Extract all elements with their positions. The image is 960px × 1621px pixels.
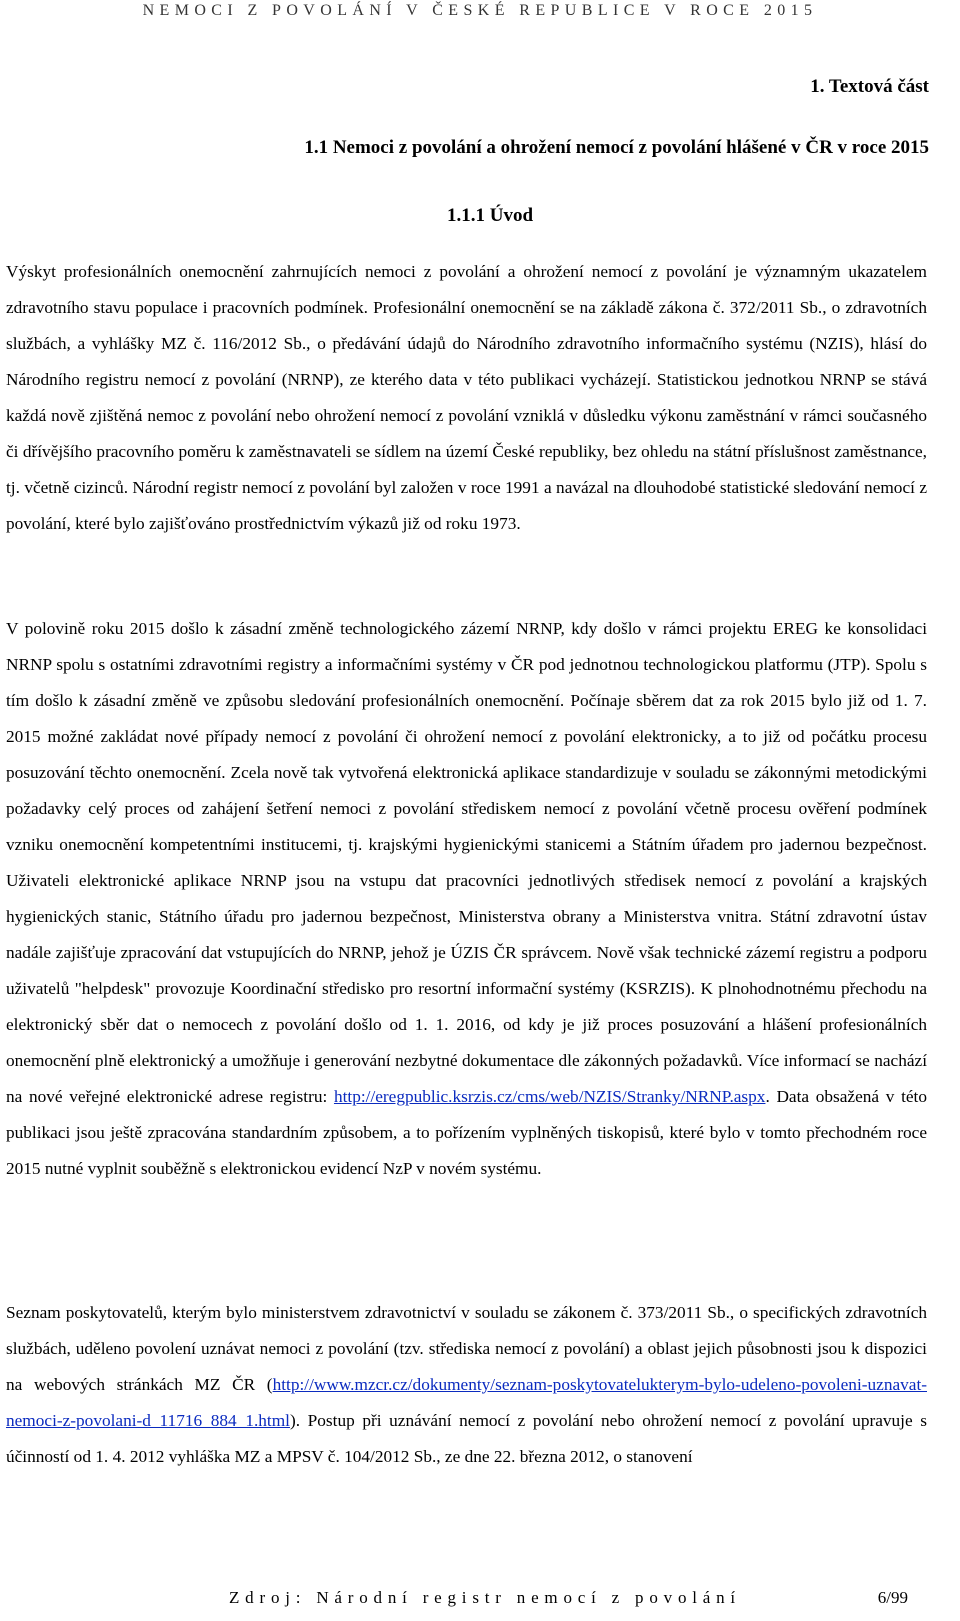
paragraph-text: . Data obsažená v této publikaci jsou ještě zpracována standardním způsobem, a to pořízením vyplněných tiskopisů, které bylo v tomto přechodném roce 2015 nutné vyplnit souběžně s elektronickou evidencí NzP v novém systému. — [6, 1087, 927, 1178]
paragraph-text: V polovině roku 2015 došlo k zásadní změně technologického zázemí NRNP, kdy došlo v rámci projektu EREG ke konsolidaci NRNP spolu s ostatními zdravotními registry a informačními systémy v ČR pod jednotnou technologickou platformu (JTP). Spolu s tím došlo k zásadní změně ve způsobu sledování profesionálních onemocnění. Počínaje sběrem dat za rok 2015 bylo již od 1. 7. 2015 možné zakládat nové případy nemocí z povolání či ohrožení nemocí z povolání elektronicky, a to již od počátku procesu posuzování těchto onemocnění. Zcela nově tak vytvořená elektronická aplikace standardizuje v souladu se zákonnými metodickými požadavky celý proces od zahájení šetření nemoci z povolání střediskem nemocí z povolání včetně procesu ověření podmínek vzniku onemocnění kompetentními institucemi, tj. krajskými hygienickými stanicemi a Státním úřadem pro jadernou bezpečnost. Uživateli elektronické aplikace NRNP jsou na vstupu dat pracovníci jednotlivých středisek nemocí z povolání a krajských hygienických stanic, Státního úřadu pro jadernou bezpečnost, Ministerstva obrany a Ministerstva vnitra. Státní zdravotní ústav nadále zajišťuje zpracování dat vstupujících do NRNP, jehož je ÚZIS ČR správcem. Nově však technické zázemí registru a podporu uživatelů "helpdesk" provozuje Koordinační středisko pro resortní informační systémy (KSRZIS). K plnohodnotnému přechodu na elektronický sběr dat o nemocech z povolání došlo od 1. 1. 2016, od kdy je již proces posuzování a hlášení profesionálních onemocnění plně elektronický a umožňuje i generování nezbytné dokumentace dle zákonných požadavků. Více informací se nachází na nové veřejné elektronické adrese registru: — [6, 619, 927, 1106]
section-heading: 1.1 Nemoci z povolání a ohrožení nemocí z povolání hlášené v ČR v roce 2015 — [304, 137, 929, 158]
paragraph-text: Seznam poskytovatelů, kterým bylo ministerstvem zdravotnictví v souladu se zákonem č. 373/2011 Sb., o specifických zdravotních službách, uděleno povolení uznávat nemoci z povolání (tzv. střediska nemocí z povolání) a oblast jejich působnosti jsou k dispozici na webových stránkách MZ ČR ( — [6, 1303, 927, 1394]
paragraph-providers — [6, 1295, 927, 1475]
paragraph-text: ). Postup při uznávání nemocí z povolání nebo ohrožení nemocí z povolání upravuje s účinností od 1. 4. 2012 vyhláška MZ a MPSV č. 104/2012 Sb., ze dne 22. března 2012, o stanovení — [6, 1411, 927, 1466]
running-header: NEMOCI Z POVOLÁNÍ V ČESKÉ REPUBLICE V ROCE 2015 — [142, 2, 818, 19]
footer-source: Zdroj: Národní registr nemocí z povolání — [229, 1588, 741, 1607]
subsection-heading: 1.1.1 Úvod — [446, 205, 534, 226]
paragraph-technology — [6, 611, 927, 1187]
chapter-heading: 1. Textová část — [810, 76, 929, 97]
mzcr-link[interactable]: http://www.mzcr.cz/dokumenty/seznam-poskytovatelukterym-bylo-udeleno-povoleni-uznavat-nemoci-z-povolani-d_11716_884_1.html — [6, 1375, 927, 1430]
page-number: 6/99 — [877, 1588, 908, 1607]
paragraph-text: Výskyt profesionálních onemocnění zahrnujících nemoci z povolání a ohrožení nemocí z povolání je významným ukazatelem zdravotního stavu populace i pracovních podmínek. Profesionální onemocnění se na základě zákona č. 372/2011 Sb., o zdravotních službách, a vyhlášky MZ č. 116/2012 Sb., o předávání údajů do Národního zdravotního informačního systému (NZIS), hlásí do Národního registru nemocí z povolání (NRNP), ze kterého data v této publikaci vycházejí. Statistickou jednotkou NRNP se stává každá nově zjištěná nemoc z povolání nebo ohrožení nemocí z povolání vzniklá v důsledku výkonu zaměstnání v rámci současného či dřívějšího pracovního poměru k zaměstnavateli se sídlem na území České republiky, bez ohledu na státní příslušnost zaměstnance, tj. včetně cizinců. Národní registr nemocí z povolání byl založen v roce 1991 a navázal na dlouhodobé statistické sledování nemocí z povolání, které bylo zajišťováno prostřednictvím výkazů již od roku 1973. — [6, 262, 927, 533]
paragraph-intro — [6, 254, 927, 542]
registry-link[interactable]: http://eregpublic.ksrzis.cz/cms/web/NZIS/Stranky/NRNP.aspx — [333, 1087, 766, 1106]
